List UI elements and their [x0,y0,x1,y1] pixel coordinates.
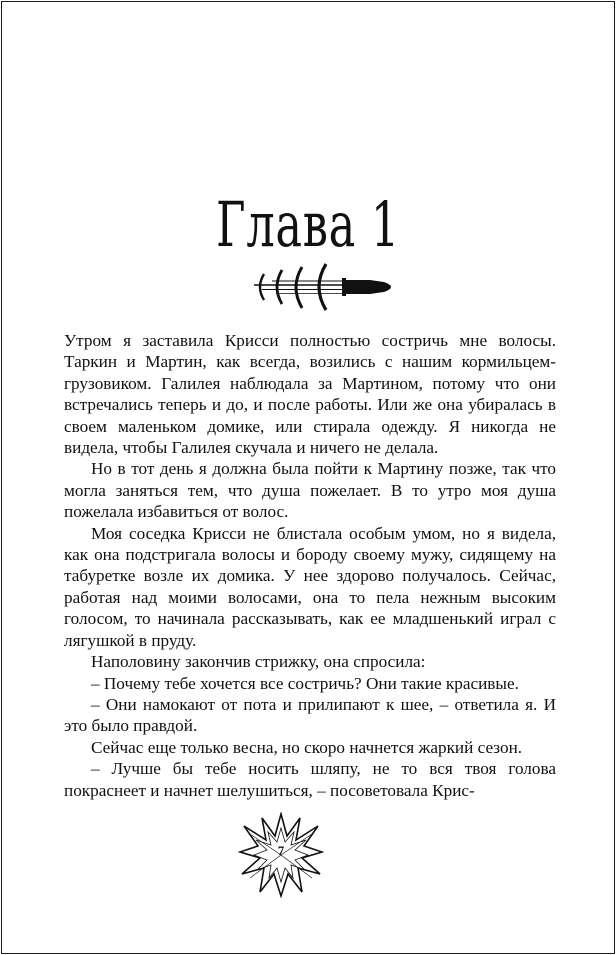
page-number: 7 [277,843,285,858]
paragraph: Но в тот день я должна была пойти к Мартину позже, так что могла заняться тем, что душа пожелает. В то утро моя душа пожелала избавиться от волос. [64,459,556,522]
paragraph: – Почему тебе хочется все состричь? Они такие красивые. [91,673,519,693]
chapter-title: Глава 1 [216,188,400,261]
body-text [64,330,556,801]
paragraph: Утром я заставила Крисси полностью состричь мне волосы. Таркин и Мартин, как всегда, возились с нашим кормильцем-грузовиком. Галилея наблюдала за Мартином, потому что они встречались теперь и до, и после работы. Или же она убиралась в своем маленьком домике, или стирала одежду. Я никогда не видела, чтобы Галилея скучала и ничего не делала. [64,331,556,458]
paragraph: – Они намокают от пота и прилипают к шее, – ответила я. И это было правдой. [64,694,556,736]
bullet-icon [252,262,402,312]
paragraph: Наполовину закончив стрижку, она спросила: [91,652,426,672]
paragraph: Моя соседка Крисси не блистала особым умом, но я видела, как она подстригала волосы и бороду своему мужу, сидящему на табуретке возле их домика. У нее здорово получалось. Сейчас, работая над моими волосами, она то пела нежным высоким голосом, то начинала рассказывать, как ее младшенький играл с лягушкой в пруду. [64,523,556,650]
paragraph: – Лучше бы тебе носить шляпу, не то вся твоя голова покраснеет и начнет шелушиться, – посоветовала Крис- [64,759,556,800]
paragraph: Сейчас еще только весна, но скоро начнется жаркий сезон. [91,737,523,757]
